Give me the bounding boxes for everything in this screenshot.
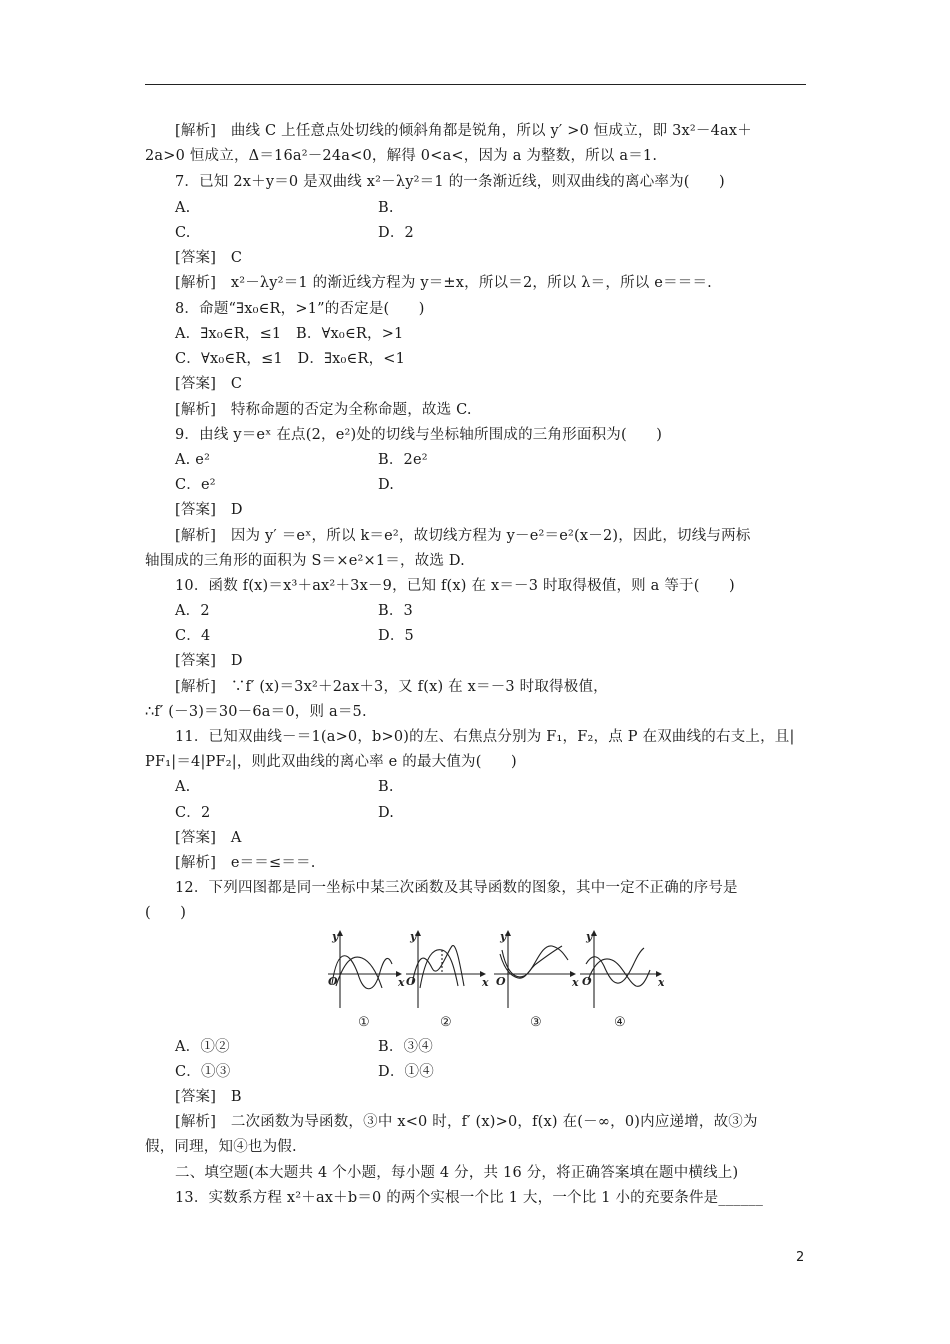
q7-answer: [答案] C	[175, 250, 243, 266]
graph-2-origin-label: O	[406, 975, 416, 988]
graph-4-origin-label: O	[582, 975, 592, 988]
q10-analysis-line2: ∴f′ (－3)＝30－6a＝0，则 a＝5.	[145, 704, 367, 720]
q9-answer: [答案] D	[175, 502, 243, 518]
graph-1-y-label: y	[332, 930, 339, 943]
q10-option-b: B．3	[378, 603, 413, 619]
graph-4-label: ④	[614, 1015, 626, 1030]
q12-option-a: A．①②	[175, 1039, 230, 1055]
q12-option-b: B．③④	[378, 1039, 433, 1055]
q12-option-c: C．①③	[175, 1064, 231, 1080]
q11-stem-line1: 11．已知双曲线－＝1(a>0，b>0)的左、右焦点分别为 F₁，F₂，点 P 在双曲线的右支上，且|	[175, 729, 795, 745]
section-2-heading: 二、填空题(本大题共 4 个小题，每小题 4 分，共 16 分，将正确答案填在题中横线上)	[175, 1165, 739, 1181]
q12-stem-line2: ( )	[145, 905, 187, 921]
graph-1-x-label: x	[398, 976, 405, 989]
q11-stem-line2: PF₁|＝4|PF₂|，则此双曲线的离心率 e 的最大值为( )	[145, 754, 517, 770]
q13-stem: 13．实数系方程 x²＋ax＋b＝0 的两个实根一个比 1 大，一个比 1 小的充要条件是______	[175, 1190, 764, 1206]
q7-stem: 7．已知 2x＋y＝0 是双曲线 x²－λy²＝1 的一条渐近线，则双曲线的离心率为( )	[175, 174, 725, 190]
q9-option-d: D.	[378, 477, 395, 493]
q11-option-c: C．2	[175, 805, 211, 821]
graph-1-label: ①	[358, 1015, 370, 1030]
graph-3-origin-label: O	[496, 975, 506, 988]
header-rule	[145, 84, 806, 85]
q6-analysis-line2: 2a>0 恒成立，Δ＝16a²－24a<0，解得 0<a<，因为 a 为整数，所以 a＝1.	[145, 148, 658, 164]
q11-analysis: [解析] e＝＝≤＝＝.	[175, 855, 316, 871]
q7-option-a: A.	[175, 200, 191, 216]
q8-analysis: [解析] 特称命题的否定为全称命题，故选 C.	[175, 402, 472, 418]
q12-analysis-line1: [解析] 二次函数为导函数，③中 x<0 时，f′ (x)>0，f(x) 在(－∞，0)内应递增，故③为	[175, 1114, 758, 1130]
q10-answer: [答案] D	[175, 653, 243, 669]
q12-option-d: D．①④	[378, 1064, 434, 1080]
q7-option-b: B.	[378, 200, 394, 216]
q8-stem: 8．命题“∃x₀∈R，>1”的否定是( )	[175, 301, 425, 317]
q11-answer: [答案] A	[175, 830, 242, 846]
graph-1-origin-label: O	[328, 975, 338, 988]
q12-function-graphs	[318, 924, 664, 1032]
graph-3-y-label: y	[500, 930, 507, 943]
q10-option-a: A．2	[175, 603, 210, 619]
q7-option-d: D．2	[378, 225, 414, 241]
q9-option-b: B．2e²	[378, 452, 428, 468]
q9-analysis-line2: 轴围成的三角形的面积为 S＝×e²×1＝，故选 D.	[145, 553, 465, 569]
q12-analysis-line2: 假，同理，知④也为假.	[145, 1139, 297, 1155]
q7-analysis: [解析] x²－λy²＝1 的渐近线方程为 y＝±x，所以＝2，所以 λ＝，所以 e＝＝＝.	[175, 275, 712, 291]
graph-4-y-label: y	[586, 930, 593, 943]
graph-3-label: ③	[530, 1015, 542, 1030]
q9-option-a: A. e²	[175, 452, 211, 468]
q10-option-d: D．5	[378, 628, 414, 644]
q6-analysis-line1: [解析] 曲线 C 上任意点处切线的倾斜角都是锐角，所以 y′ >0 恒成立，即 3x²－4ax＋	[175, 123, 752, 139]
graph-3	[494, 930, 579, 1030]
graph-3-x-label: x	[572, 976, 579, 989]
q9-option-c: C．e²	[175, 477, 216, 493]
q8-answer: [答案] C	[175, 376, 243, 392]
q12-stem-line1: 12．下列四图都是同一坐标中某三次函数及其导函数的图象，其中一定不正确的序号是	[175, 880, 738, 896]
q8-options-cd: C．∀x₀∈R，≤1 D．∃x₀∈R，<1	[175, 351, 406, 367]
graph-1	[328, 930, 405, 1030]
q10-analysis-line1: [解析] ∵f′ (x)＝3x²＋2ax＋3，又 f(x) 在 x＝－3 时取得极值，	[175, 679, 608, 695]
q8-options-ab: A．∃x₀∈R，≤1 B．∀x₀∈R，>1	[175, 326, 404, 342]
q12-answer: [答案] B	[175, 1089, 242, 1105]
q11-option-d: D.	[378, 805, 395, 821]
q10-option-c: C．4	[175, 628, 211, 644]
q9-analysis-line1: [解析] 因为 y′ ＝eˣ，所以 k＝e²，故切线方程为 y－e²＝e²(x－2)，因此，切线与两标	[175, 528, 751, 544]
graph-4	[580, 930, 664, 1030]
q11-option-a: A.	[175, 779, 191, 795]
q11-option-b: B.	[378, 779, 394, 795]
graph-2-label: ②	[440, 1015, 452, 1030]
graph-2-x-label: x	[482, 976, 489, 989]
graph-2-y-label: y	[410, 930, 417, 943]
graph-4-x-label: x	[658, 976, 664, 989]
q10-stem: 10．函数 f(x)＝x³＋ax²＋3x－9，已知 f(x) 在 x＝－3 时取得极值，则 a 等于( )	[175, 578, 735, 594]
page-number: 2	[796, 1250, 805, 1265]
q9-stem: 9．由线 y＝eˣ 在点(2，e²)处的切线与坐标轴所围成的三角形面积为( )	[175, 427, 663, 443]
q7-option-c: C.	[175, 225, 191, 241]
graph-2	[406, 930, 489, 1030]
